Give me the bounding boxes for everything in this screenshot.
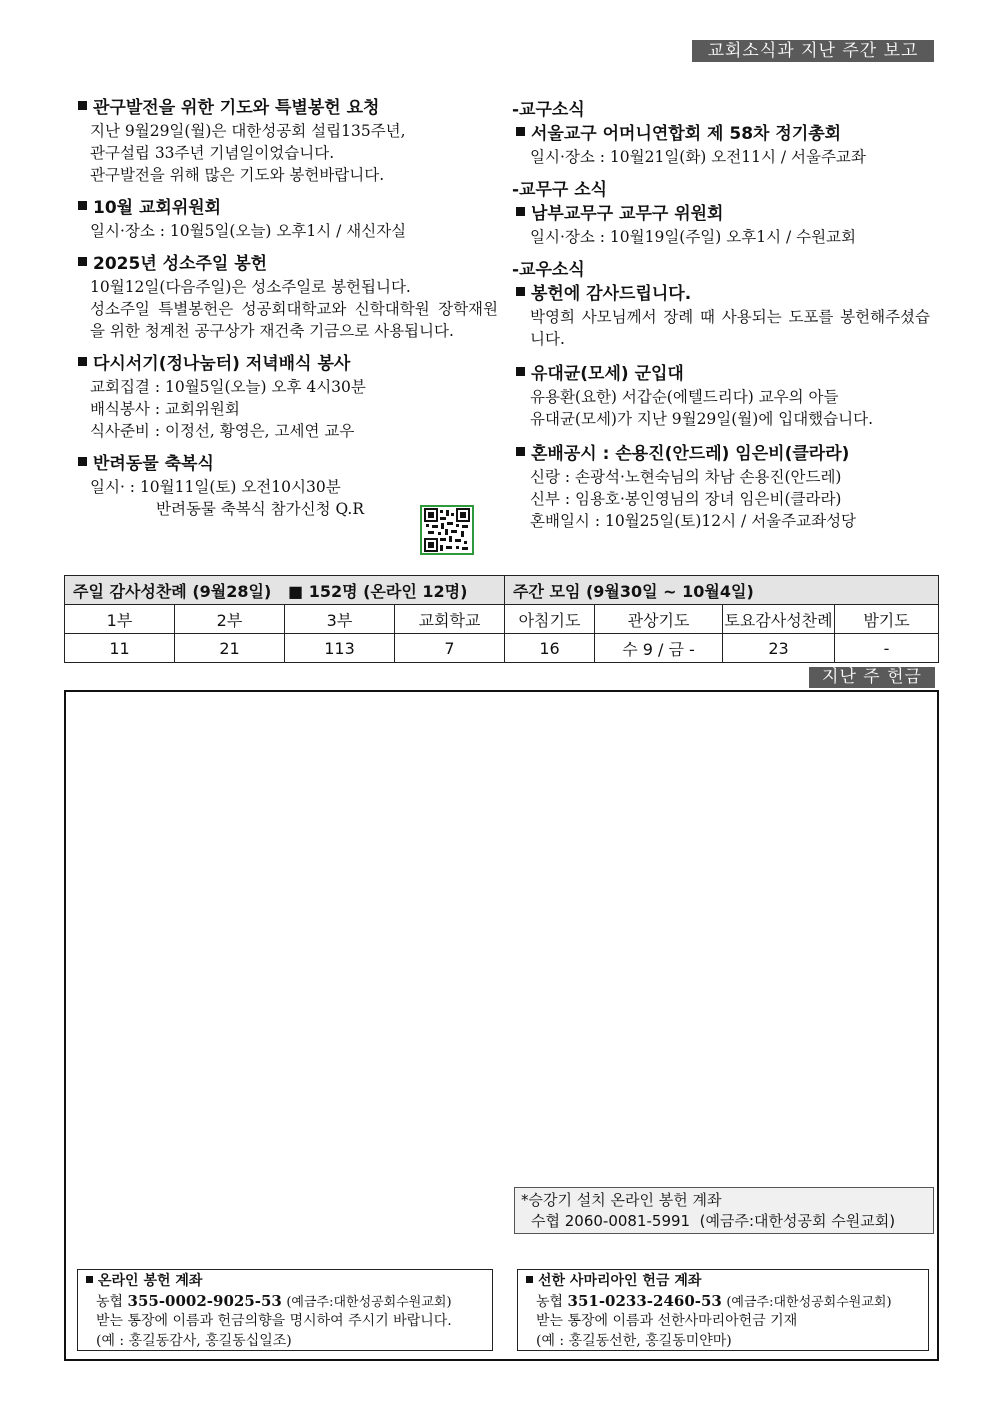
attendance-value: 113	[285, 634, 395, 663]
news-item-line: 교회집결 : 10월5일(오늘) 오후 4시30분	[90, 378, 366, 396]
left-column	[78, 96, 498, 530]
bullet-square-icon	[526, 1276, 533, 1283]
offering-report-box	[64, 690, 939, 1361]
news-item-title: 유대균(모세) 군입대	[512, 362, 942, 386]
attendance-value-row	[65, 634, 939, 663]
sunday-attendance-header: 주일 감사성찬례 (9월28일) ■ 152명 (온라인 12명)	[65, 576, 505, 605]
online-offering-account-box	[77, 1269, 493, 1351]
attendance-value: 16	[505, 634, 595, 663]
news-item-line: 관구발전을 위해 많은 기도와 봉헌바랍니다.	[90, 166, 385, 184]
column-header: 토요감사성찬례	[723, 605, 835, 634]
bullet-square-icon	[78, 101, 87, 110]
news-item-line: 유대균(모세)가 지난 9월29일(월)에 입대했습니다.	[530, 410, 873, 428]
news-item-line: 반려동물 축복식 참가신청 Q.R	[156, 500, 365, 518]
weekly-meeting-header: 주간 모임 (9월30일 ~ 10월4일)	[505, 576, 939, 605]
bullet-square-icon	[78, 357, 87, 366]
section-heading-diocese: -교구소식	[512, 100, 585, 120]
account-title: 선한 사마리아인 헌금 계좌	[526, 1272, 920, 1292]
news-item-line: 10월12일(다음주일)은 성소주일로 봉헌됩니다.	[90, 278, 411, 296]
column-header: 2부	[175, 605, 285, 634]
account-instruction: 받는 통장에 이름과 헌금의향을 명시하여 주시기 바랍니다.	[96, 1313, 452, 1329]
news-item-thanks	[512, 282, 942, 350]
bullet-square-icon	[78, 257, 87, 266]
column-header: 3부	[285, 605, 395, 634]
bullet-square-icon	[516, 207, 525, 216]
account-example: (예 : 홍길동선한, 홍길동미얀마)	[536, 1332, 732, 1349]
news-item-title: 다시서기(정나눔터) 저녁배식 봉사	[78, 352, 498, 376]
news-item-wedding-notice	[512, 442, 942, 532]
news-item-line: 일시·장소 : 10월21일(화) 오전11시 / 서울주교좌	[530, 148, 866, 166]
attendance-value: -	[835, 634, 939, 663]
news-item-line: 지난 9월29일(월)은 대한성공회 설립135주년,	[90, 122, 406, 140]
attendance-column-row	[65, 605, 939, 634]
attendance-value: 11	[65, 634, 175, 663]
attendance-value: 21	[175, 634, 285, 663]
news-item-line: 박영희 사모님께서 장례 때 사용되는 도포를 봉헌해주셨습니다.	[530, 308, 930, 348]
news-item-title: 서울교구 어머니연합회 제 58차 정기총회	[512, 122, 942, 146]
news-item-line: 관구설립 33주년 기념일이었습니다.	[90, 144, 335, 162]
attendance-value: 수 9 / 금 -	[595, 634, 723, 663]
column-header: 밤기도	[835, 605, 939, 634]
news-item-prayer	[78, 96, 498, 186]
news-item-meal-service	[78, 352, 498, 442]
news-item-enlistment	[512, 362, 942, 430]
news-item-line: 성소주일 특별봉헌은 성공회대학교와 신학대학원 장학재원을 위한 청계천 공구상가 재건축 기금으로 사용됩니다.	[90, 300, 498, 340]
qr-code-graphic	[424, 508, 470, 552]
news-item-committee	[78, 196, 498, 242]
news-item-line: 일시·장소 : 10월19일(주일) 오후1시 / 수원교회	[530, 228, 857, 246]
news-item-title: 남부교무구 교무구 위원회	[512, 202, 942, 226]
attendance-value: 23	[723, 634, 835, 663]
offering-section-tag: 지난 주 헌금	[809, 667, 935, 688]
bullet-square-icon	[516, 127, 525, 136]
account-title: 온라인 봉헌 계좌	[86, 1272, 484, 1292]
escalator-fund-notice	[514, 1187, 934, 1234]
news-item-title: 10월 교회위원회	[78, 196, 498, 220]
news-item-title: 봉헌에 감사드립니다.	[512, 282, 942, 306]
news-item-vocation-sunday	[78, 252, 498, 342]
news-item-mothers-union	[512, 122, 942, 168]
news-item-title: 2025년 성소주일 봉헌	[78, 252, 498, 276]
bullet-square-icon	[78, 201, 87, 210]
account-example: (예 : 홍길동감사, 홍길동십일조)	[96, 1332, 292, 1349]
column-header: 관상기도	[595, 605, 723, 634]
news-item-title: 관구발전을 위한 기도와 특별봉헌 요청	[78, 96, 498, 120]
bullet-square-icon	[86, 1276, 93, 1283]
news-item-title: 혼배공시 : 손용진(안드레) 임은비(클라라)	[512, 442, 942, 466]
attendance-header-row	[65, 576, 939, 605]
qr-code-icon[interactable]	[420, 505, 474, 555]
column-header: 1부	[65, 605, 175, 634]
news-item-title: 반려동물 축복식	[78, 452, 498, 476]
news-item-line: 신부 : 임용호·봉인영님의 장녀 임은비(클라라)	[530, 490, 842, 508]
bullet-square-icon	[516, 367, 525, 376]
page-title: 교회소식과 지난 주간 보고	[692, 40, 934, 62]
escalator-title: *승강기 설치 온라인 봉헌 계좌	[521, 1191, 722, 1209]
section-heading-deanery: -교무구 소식	[512, 180, 608, 200]
account-number-line: 농협 355-0002-9025-53 (예금주:대한성공회수원교회)	[96, 1291, 452, 1310]
news-item-deanery-committee	[512, 202, 942, 248]
right-column	[512, 96, 942, 542]
column-header: 아침기도	[505, 605, 595, 634]
news-item-line: 혼배일시 : 10월25일(토)12시 / 서울주교좌성당	[530, 512, 857, 530]
samaritan-offering-account-box	[517, 1269, 929, 1351]
news-item-line: 일시·장소 : 10월5일(오늘) 오후1시 / 새신자실	[90, 222, 407, 240]
news-item-line: 유용환(요한) 서갑순(에텔드리다) 교우의 아들	[530, 388, 839, 406]
bullet-square-icon	[516, 447, 525, 456]
account-instruction: 받는 통장에 이름과 선한사마리아헌금 기재	[536, 1313, 798, 1329]
news-item-line: 배식봉사 : 교회위원회	[90, 400, 240, 418]
column-header: 교회학교	[395, 605, 505, 634]
attendance-value: 7	[395, 634, 505, 663]
bullet-square-icon	[78, 457, 87, 466]
section-heading-members: -교우소식	[512, 260, 585, 280]
news-item-line: 일시· : 10월11일(토) 오전10시30분	[90, 478, 341, 496]
bullet-square-icon	[516, 287, 525, 296]
escalator-account: 수협 2060-0081-5991 (예금주:대한성공회 수원교회)	[531, 1212, 896, 1230]
news-item-line: 신랑 : 손광석·노현숙님의 차남 손용진(안드레)	[530, 468, 842, 486]
account-number-line: 농협 351-0233-2460-53 (예금주:대한성공회수원교회)	[536, 1291, 892, 1310]
news-item-line: 식사준비 : 이정선, 황영은, 고세연 교우	[90, 422, 355, 440]
attendance-table	[64, 575, 939, 663]
